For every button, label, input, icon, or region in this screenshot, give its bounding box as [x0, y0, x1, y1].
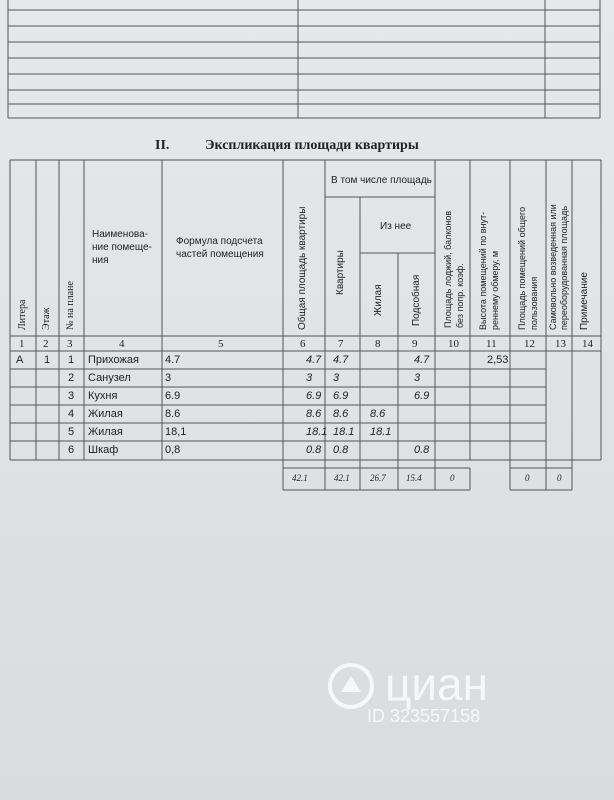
cell-total-area: 6.9 [306, 390, 322, 402]
cell-formula: 4.7 [165, 354, 181, 366]
column-number: 11 [486, 338, 497, 350]
cell-auxiliary-area: 4.7 [414, 354, 430, 366]
cell-apartment-area: 6.9 [333, 390, 349, 402]
col-auxiliary-header: Подсобная [411, 274, 422, 326]
col-height-header: Высота помещений по внут- реннему обмеру, м [478, 211, 500, 330]
column-number: 4 [119, 338, 125, 350]
cell-plan-no: 3 [68, 390, 75, 402]
unauthorized-area-sum: 0 [557, 473, 562, 483]
cell-room-name: Жилая [88, 426, 123, 438]
loggia-area-sum: 0 [450, 473, 455, 483]
column-number: 6 [300, 338, 306, 350]
cell-room-name: Кухня [88, 390, 118, 402]
cell-apartment-area: 0.8 [333, 444, 349, 456]
watermark-brand: циан [385, 658, 489, 710]
cell-apartment-area: 3 [333, 372, 340, 384]
column-number: 2 [43, 338, 49, 350]
column-number: 14 [582, 338, 593, 350]
cell-total-area: 18.1 [306, 426, 328, 438]
column-number: 12 [524, 338, 535, 350]
cell-room-name: Прихожая [88, 354, 139, 366]
cell-plan-no: 2 [68, 372, 75, 384]
column-number: 3 [67, 338, 73, 350]
cian-logo-icon [327, 662, 375, 710]
cell-plan-no: 1 [68, 354, 75, 366]
column-number: 8 [375, 338, 381, 350]
cell-apartment-area: 18.1 [333, 426, 355, 438]
living-area-sum: 26.7 [370, 473, 386, 483]
cell-litera: А [16, 354, 24, 366]
column-number: 9 [412, 338, 418, 350]
cell-floor: 1 [44, 354, 51, 366]
col-apartments-header: Квартиры [335, 250, 346, 295]
col-unauthorized-header: Самовольно возведенная или переоборудованная площадь [548, 204, 569, 330]
col-litera-header: Литера [17, 299, 28, 330]
cell-formula: 3 [165, 372, 172, 384]
column-number: 7 [338, 338, 344, 350]
col-loggia-header: Площадь лоджий, балконов без попр. коэф. [443, 210, 465, 328]
col-name-header: Наименова- ние помеще- ния [92, 229, 152, 266]
column-number: 5 [218, 338, 224, 350]
cell-plan-no: 5 [68, 426, 75, 438]
cell-height: 2,53 [487, 354, 509, 366]
apartments-area-sum: 42.1 [334, 473, 350, 483]
column-number: 13 [555, 338, 566, 350]
cell-auxiliary-area: 3 [414, 372, 421, 384]
col-of-which-header: Из нее [380, 221, 412, 232]
common-area-sum: 0 [525, 473, 530, 483]
cell-plan-no: 4 [68, 408, 75, 420]
col-plan-no-header: № на плане [65, 281, 76, 330]
column-number: 1 [19, 338, 25, 350]
col-incl-header: В том числе площадь [331, 175, 432, 186]
cell-formula: 6.9 [165, 390, 181, 402]
col-common-header: Площадь помещений общего пользования [517, 206, 539, 330]
cell-auxiliary-area: 6.9 [414, 390, 430, 402]
cell-apartment-area: 8.6 [333, 408, 349, 420]
auxiliary-area-sum: 15.4 [406, 473, 422, 483]
cell-total-area: 3 [306, 372, 313, 384]
col-floor-header: Этаж [41, 307, 52, 330]
section-title: Экспликация площади квартиры [205, 138, 419, 153]
cell-room-name: Жилая [88, 408, 123, 420]
cell-formula: 0,8 [165, 444, 181, 456]
cell-apartment-area: 4.7 [333, 354, 349, 366]
cell-total-area: 8.6 [306, 408, 322, 420]
cell-auxiliary-area: 0.8 [414, 444, 430, 456]
col-note-header: Примечание [579, 272, 590, 330]
col-living-header: Жилая [373, 284, 384, 316]
column-number: 10 [448, 338, 459, 350]
watermark-id: ID 323557158 [367, 706, 481, 726]
section-number: II. [155, 138, 170, 153]
cell-plan-no: 6 [68, 444, 75, 456]
cell-total-area: 4.7 [306, 354, 322, 366]
col-formula-header: Формула подсчета частей помещения [176, 236, 264, 260]
cell-room-name: Шкаф [88, 444, 119, 456]
cell-total-area: 0.8 [306, 444, 322, 456]
total-area-sum: 42.1 [292, 473, 308, 483]
cell-room-name: Санузел [88, 372, 131, 384]
col-total-header: Общая площадь квартиры [297, 206, 308, 330]
cell-formula: 8.6 [165, 408, 181, 420]
cell-formula: 18,1 [165, 426, 187, 438]
cell-living-area: 8.6 [370, 408, 386, 420]
cell-living-area: 18.1 [370, 426, 392, 438]
